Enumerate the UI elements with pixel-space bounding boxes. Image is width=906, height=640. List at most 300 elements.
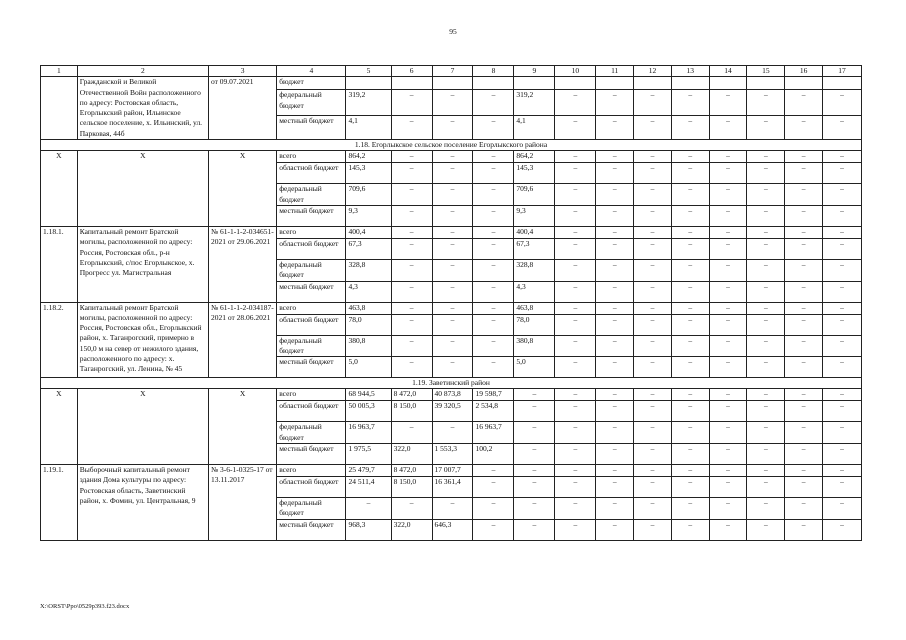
amount-cell: –: [822, 226, 861, 238]
amount-cell: –: [596, 302, 634, 314]
column-header: 9: [514, 66, 555, 77]
amount-cell: –: [822, 205, 861, 226]
column-header: 14: [709, 66, 747, 77]
amount-cell: –: [785, 163, 823, 184]
amount-cell: –: [634, 184, 672, 206]
amount-cell: –: [391, 115, 432, 139]
amount-cell: –: [785, 477, 823, 498]
item-number: [41, 77, 78, 140]
amount-cell: 322,0: [391, 444, 432, 465]
amount-cell: –: [785, 444, 823, 465]
column-header: 6: [391, 66, 432, 77]
amount-cell: 328,8: [346, 259, 391, 281]
funding-source: федеральный бюджет: [277, 90, 346, 115]
funding-source: федеральный бюджет: [277, 184, 346, 206]
amount-cell: –: [473, 184, 514, 206]
amount-cell: –: [634, 281, 672, 302]
amount-cell: –: [473, 302, 514, 314]
amount-cell: –: [785, 422, 823, 444]
amount-cell: –: [747, 465, 785, 477]
amount-cell: –: [634, 302, 672, 314]
amount-cell: 8 150,0: [391, 401, 432, 422]
amount-cell: –: [473, 498, 514, 520]
amount-cell: –: [822, 422, 861, 444]
amount-cell: –: [555, 115, 596, 139]
column-header: 5: [346, 66, 391, 77]
amount-cell: –: [709, 465, 747, 477]
funding-source: бюджет: [277, 77, 346, 90]
amount-cell: 8 472,0: [391, 465, 432, 477]
amount-cell: –: [473, 281, 514, 302]
column-header: 17: [822, 66, 861, 77]
amount-cell: –: [822, 444, 861, 465]
amount-cell: –: [785, 259, 823, 281]
amount-cell: 4,1: [346, 115, 391, 139]
amount-cell: 9,3: [514, 205, 555, 226]
amount-cell: –: [514, 465, 555, 477]
table-row: [41, 226, 862, 238]
amount-cell: –: [671, 477, 709, 498]
amount-cell: 380,8: [346, 335, 391, 357]
column-header: 2: [77, 66, 208, 77]
amount-cell: –: [596, 90, 634, 115]
amount-cell: –: [514, 422, 555, 444]
funding-source: всего: [277, 226, 346, 238]
amount-cell: –: [634, 444, 672, 465]
amount-cell: –: [709, 90, 747, 115]
amount-cell: 319,2: [346, 90, 391, 115]
amount-cell: 16 963,7: [473, 422, 514, 444]
amount-cell: –: [432, 335, 473, 357]
object-name: Капитальный ремонт Братской могилы, расположенной по адресу: Россия, Ростовская обл., Егорлыкский район, х. Таганрогский, примерно в 150,0 м на север от нежилого здания, расположенного по адресу: х. Таганрогский, ул. Ленина, № 45: [77, 302, 208, 378]
amount-cell: –: [747, 477, 785, 498]
amount-cell: –: [634, 519, 672, 540]
document-number: Х: [208, 389, 276, 465]
section-title: 1.18. Егорлыкское сельское поселение Егорлыкского района: [41, 140, 862, 151]
amount-cell: –: [473, 465, 514, 477]
amount-cell: 100,2: [473, 444, 514, 465]
amount-cell: 9,3: [346, 205, 391, 226]
amount-cell: –: [432, 90, 473, 115]
item-number: 1.18.2.: [41, 302, 78, 378]
amount-cell: –: [432, 184, 473, 206]
amount-cell: –: [634, 314, 672, 335]
amount-cell: –: [671, 422, 709, 444]
amount-cell: –: [555, 422, 596, 444]
funding-source: областной бюджет: [277, 477, 346, 498]
amount-cell: –: [473, 226, 514, 238]
document-number: № 61-1-1-2-034187-2021 от 28.06.2021: [208, 302, 276, 378]
amount-cell: –: [634, 477, 672, 498]
amount-cell: –: [634, 335, 672, 357]
amount-cell: –: [596, 465, 634, 477]
amount-cell: –: [555, 302, 596, 314]
amount-cell: 4,3: [346, 281, 391, 302]
amount-cell: 78,0: [346, 314, 391, 335]
amount-cell: –: [555, 477, 596, 498]
amount-cell: –: [671, 226, 709, 238]
item-number: Х: [41, 151, 78, 227]
funding-source: всего: [277, 389, 346, 401]
amount-cell: –: [785, 205, 823, 226]
amount-cell: –: [596, 184, 634, 206]
amount-cell: –: [432, 314, 473, 335]
amount-cell: –: [634, 151, 672, 163]
table-row: [41, 77, 862, 90]
amount-cell: –: [671, 115, 709, 139]
funding-source: местный бюджет: [277, 519, 346, 540]
amount-cell: –: [514, 444, 555, 465]
object-name: Капитальный ремонт Братской могилы, расположенной по адресу: Россия, Ростовская обл., р-н Егорлыкский, с/пос Егорлыкское, х. Прогресс ул. Магистральная: [77, 226, 208, 302]
amount-cell: –: [432, 498, 473, 520]
amount-cell: –: [747, 335, 785, 357]
amount-cell: –: [391, 498, 432, 520]
amount-cell: –: [596, 115, 634, 139]
amount-cell: –: [671, 498, 709, 520]
funding-source: местный бюджет: [277, 115, 346, 139]
amount-cell: [671, 77, 709, 90]
amount-cell: –: [671, 163, 709, 184]
table-row: [41, 151, 862, 163]
amount-cell: 39 320,5: [432, 401, 473, 422]
amount-cell: –: [555, 465, 596, 477]
table-row: [41, 389, 862, 401]
amount-cell: –: [822, 314, 861, 335]
column-header: 16: [785, 66, 823, 77]
amount-cell: –: [671, 335, 709, 357]
amount-cell: 2 534,8: [473, 401, 514, 422]
table-row: [41, 302, 862, 314]
amount-cell: –: [473, 259, 514, 281]
amount-cell: [596, 77, 634, 90]
amount-cell: –: [671, 151, 709, 163]
amount-cell: 24 511,4: [346, 477, 391, 498]
amount-cell: 67,3: [346, 238, 391, 259]
amount-cell: –: [432, 238, 473, 259]
amount-cell: –: [596, 314, 634, 335]
amount-cell: –: [555, 498, 596, 520]
amount-cell: –: [634, 357, 672, 378]
amount-cell: –: [671, 314, 709, 335]
column-header: 1: [41, 66, 78, 77]
section-row: [41, 140, 862, 151]
amount-cell: –: [822, 115, 861, 139]
amount-cell: –: [785, 302, 823, 314]
amount-cell: –: [391, 90, 432, 115]
amount-cell: –: [473, 314, 514, 335]
amount-cell: –: [785, 226, 823, 238]
amount-cell: –: [555, 444, 596, 465]
amount-cell: –: [671, 259, 709, 281]
document-number: № 61-1-1-2-034651-2021 от 29.06.2021: [208, 226, 276, 302]
amount-cell: –: [391, 314, 432, 335]
amount-cell: –: [709, 401, 747, 422]
amount-cell: –: [747, 422, 785, 444]
amount-cell: –: [555, 238, 596, 259]
funding-source: всего: [277, 151, 346, 163]
amount-cell: [822, 77, 861, 90]
amount-cell: –: [596, 335, 634, 357]
amount-cell: –: [555, 184, 596, 206]
amount-cell: –: [555, 163, 596, 184]
amount-cell: 968,3: [346, 519, 391, 540]
amount-cell: –: [709, 151, 747, 163]
amount-cell: –: [785, 314, 823, 335]
amount-cell: –: [634, 401, 672, 422]
column-header: 3: [208, 66, 276, 77]
amount-cell: –: [747, 519, 785, 540]
amount-cell: –: [822, 389, 861, 401]
amount-cell: 319,2: [514, 90, 555, 115]
amount-cell: –: [634, 422, 672, 444]
page-number: 95: [449, 27, 457, 36]
funding-source: всего: [277, 302, 346, 314]
amount-cell: –: [634, 498, 672, 520]
amount-cell: –: [785, 389, 823, 401]
amount-cell: –: [747, 281, 785, 302]
funding-source: федеральный бюджет: [277, 498, 346, 520]
amount-cell: –: [391, 302, 432, 314]
amount-cell: –: [671, 357, 709, 378]
amount-cell: –: [555, 335, 596, 357]
budget-table: [40, 65, 862, 541]
amount-cell: –: [432, 151, 473, 163]
amount-cell: –: [785, 151, 823, 163]
amount-cell: –: [473, 335, 514, 357]
amount-cell: –: [822, 477, 861, 498]
amount-cell: [432, 77, 473, 90]
amount-cell: –: [671, 281, 709, 302]
document-number: № 3-6-1-0325-17 от 13.11.2017: [208, 465, 276, 541]
column-header: 15: [747, 66, 785, 77]
amount-cell: –: [747, 314, 785, 335]
funding-source: местный бюджет: [277, 357, 346, 378]
amount-cell: 68 944,5: [346, 389, 391, 401]
amount-cell: –: [391, 259, 432, 281]
amount-cell: –: [822, 519, 861, 540]
amount-cell: –: [555, 401, 596, 422]
object-name: Х: [77, 389, 208, 465]
amount-cell: 8 150,0: [391, 477, 432, 498]
amount-cell: –: [391, 151, 432, 163]
amount-cell: –: [391, 281, 432, 302]
amount-cell: –: [634, 226, 672, 238]
amount-cell: –: [432, 259, 473, 281]
amount-cell: 400,4: [514, 226, 555, 238]
column-header: 11: [596, 66, 634, 77]
amount-cell: –: [671, 401, 709, 422]
amount-cell: –: [747, 238, 785, 259]
amount-cell: –: [785, 184, 823, 206]
amount-cell: –: [785, 519, 823, 540]
amount-cell: –: [596, 422, 634, 444]
funding-source: местный бюджет: [277, 444, 346, 465]
amount-cell: –: [822, 281, 861, 302]
amount-cell: –: [747, 444, 785, 465]
amount-cell: –: [822, 465, 861, 477]
amount-cell: –: [785, 90, 823, 115]
item-number: Х: [41, 389, 78, 465]
amount-cell: –: [747, 90, 785, 115]
amount-cell: [747, 77, 785, 90]
object-name: Выборочный капитальный ремонт здания Дома культуры по адресу: Ростовская область, Заветинский район, х. Фомин, ул. Центральная, 9: [77, 465, 208, 541]
column-number-row: [41, 66, 862, 77]
amount-cell: –: [596, 238, 634, 259]
amount-cell: 1 975,5: [346, 444, 391, 465]
amount-cell: –: [822, 498, 861, 520]
amount-cell: –: [432, 422, 473, 444]
amount-cell: –: [514, 477, 555, 498]
funding-source: областной бюджет: [277, 401, 346, 422]
amount-cell: –: [514, 401, 555, 422]
amount-cell: –: [671, 444, 709, 465]
amount-cell: –: [822, 90, 861, 115]
amount-cell: –: [391, 238, 432, 259]
amount-cell: –: [473, 163, 514, 184]
amount-cell: –: [514, 519, 555, 540]
amount-cell: –: [785, 465, 823, 477]
amount-cell: –: [747, 498, 785, 520]
amount-cell: –: [785, 238, 823, 259]
amount-cell: –: [634, 90, 672, 115]
amount-cell: –: [709, 389, 747, 401]
amount-cell: –: [634, 163, 672, 184]
amount-cell: 864,2: [514, 151, 555, 163]
amount-cell: –: [634, 389, 672, 401]
amount-cell: 328,8: [514, 259, 555, 281]
amount-cell: 463,8: [346, 302, 391, 314]
column-header: 7: [432, 66, 473, 77]
amount-cell: –: [555, 389, 596, 401]
amount-cell: 25 479,7: [346, 465, 391, 477]
amount-cell: –: [596, 205, 634, 226]
amount-cell: –: [555, 519, 596, 540]
amount-cell: 864,2: [346, 151, 391, 163]
amount-cell: 145,3: [514, 163, 555, 184]
amount-cell: –: [822, 357, 861, 378]
amount-cell: 78,0: [514, 314, 555, 335]
amount-cell: –: [432, 302, 473, 314]
amount-cell: –: [391, 184, 432, 206]
funding-source: федеральный бюджет: [277, 422, 346, 444]
table-body: [41, 66, 862, 541]
amount-cell: –: [555, 90, 596, 115]
amount-cell: –: [391, 163, 432, 184]
amount-cell: –: [596, 519, 634, 540]
amount-cell: –: [671, 238, 709, 259]
amount-cell: –: [709, 357, 747, 378]
amount-cell: –: [709, 184, 747, 206]
funding-source: местный бюджет: [277, 281, 346, 302]
funding-source: местный бюджет: [277, 205, 346, 226]
amount-cell: [514, 77, 555, 90]
amount-cell: 1 553,3: [432, 444, 473, 465]
amount-cell: –: [747, 357, 785, 378]
object-name: Гражданской и Великой Отечественной Войн расположенного по адресу: Ростовская область, Егорлыкский район, Ильинское сельское поселение, х. Ильинский, ул. Парковая, 44б: [77, 77, 208, 140]
amount-cell: –: [596, 226, 634, 238]
amount-cell: –: [671, 184, 709, 206]
amount-cell: –: [785, 335, 823, 357]
column-header: 8: [473, 66, 514, 77]
amount-cell: –: [709, 302, 747, 314]
amount-cell: –: [391, 357, 432, 378]
amount-cell: –: [709, 498, 747, 520]
amount-cell: –: [671, 90, 709, 115]
amount-cell: –: [822, 238, 861, 259]
amount-cell: –: [747, 115, 785, 139]
amount-cell: –: [785, 115, 823, 139]
amount-cell: 16 963,7: [346, 422, 391, 444]
column-header: 4: [277, 66, 346, 77]
amount-cell: –: [747, 226, 785, 238]
amount-cell: –: [473, 238, 514, 259]
amount-cell: –: [747, 205, 785, 226]
amount-cell: 322,0: [391, 519, 432, 540]
amount-cell: –: [432, 163, 473, 184]
amount-cell: –: [709, 477, 747, 498]
amount-cell: –: [822, 184, 861, 206]
amount-cell: –: [473, 519, 514, 540]
amount-cell: [555, 77, 596, 90]
amount-cell: –: [596, 163, 634, 184]
amount-cell: –: [709, 314, 747, 335]
column-header: 10: [555, 66, 596, 77]
amount-cell: –: [785, 401, 823, 422]
amount-cell: –: [785, 357, 823, 378]
amount-cell: [634, 77, 672, 90]
amount-cell: –: [473, 90, 514, 115]
funding-source: областной бюджет: [277, 314, 346, 335]
amount-cell: 380,8: [514, 335, 555, 357]
table-row: [41, 465, 862, 477]
amount-cell: –: [514, 498, 555, 520]
amount-cell: –: [473, 477, 514, 498]
amount-cell: –: [555, 205, 596, 226]
funding-source: всего: [277, 465, 346, 477]
funding-source: областной бюджет: [277, 163, 346, 184]
amount-cell: 463,8: [514, 302, 555, 314]
amount-cell: –: [747, 259, 785, 281]
amount-cell: –: [709, 281, 747, 302]
amount-cell: –: [473, 151, 514, 163]
amount-cell: –: [391, 205, 432, 226]
amount-cell: –: [634, 465, 672, 477]
column-header: 12: [634, 66, 672, 77]
amount-cell: 145,3: [346, 163, 391, 184]
amount-cell: 40 873,8: [432, 389, 473, 401]
amount-cell: 67,3: [514, 238, 555, 259]
amount-cell: –: [709, 163, 747, 184]
amount-cell: –: [822, 259, 861, 281]
amount-cell: –: [709, 115, 747, 139]
amount-cell: –: [822, 335, 861, 357]
column-header: 13: [671, 66, 709, 77]
amount-cell: –: [709, 519, 747, 540]
amount-cell: –: [709, 444, 747, 465]
amount-cell: [473, 77, 514, 90]
item-number: 1.19.1.: [41, 465, 78, 541]
amount-cell: –: [634, 205, 672, 226]
amount-cell: –: [671, 302, 709, 314]
amount-cell: –: [822, 401, 861, 422]
section-row: [41, 378, 862, 389]
amount-cell: –: [555, 281, 596, 302]
amount-cell: –: [709, 259, 747, 281]
amount-cell: –: [747, 151, 785, 163]
amount-cell: [346, 77, 391, 90]
amount-cell: –: [432, 115, 473, 139]
amount-cell: –: [709, 335, 747, 357]
